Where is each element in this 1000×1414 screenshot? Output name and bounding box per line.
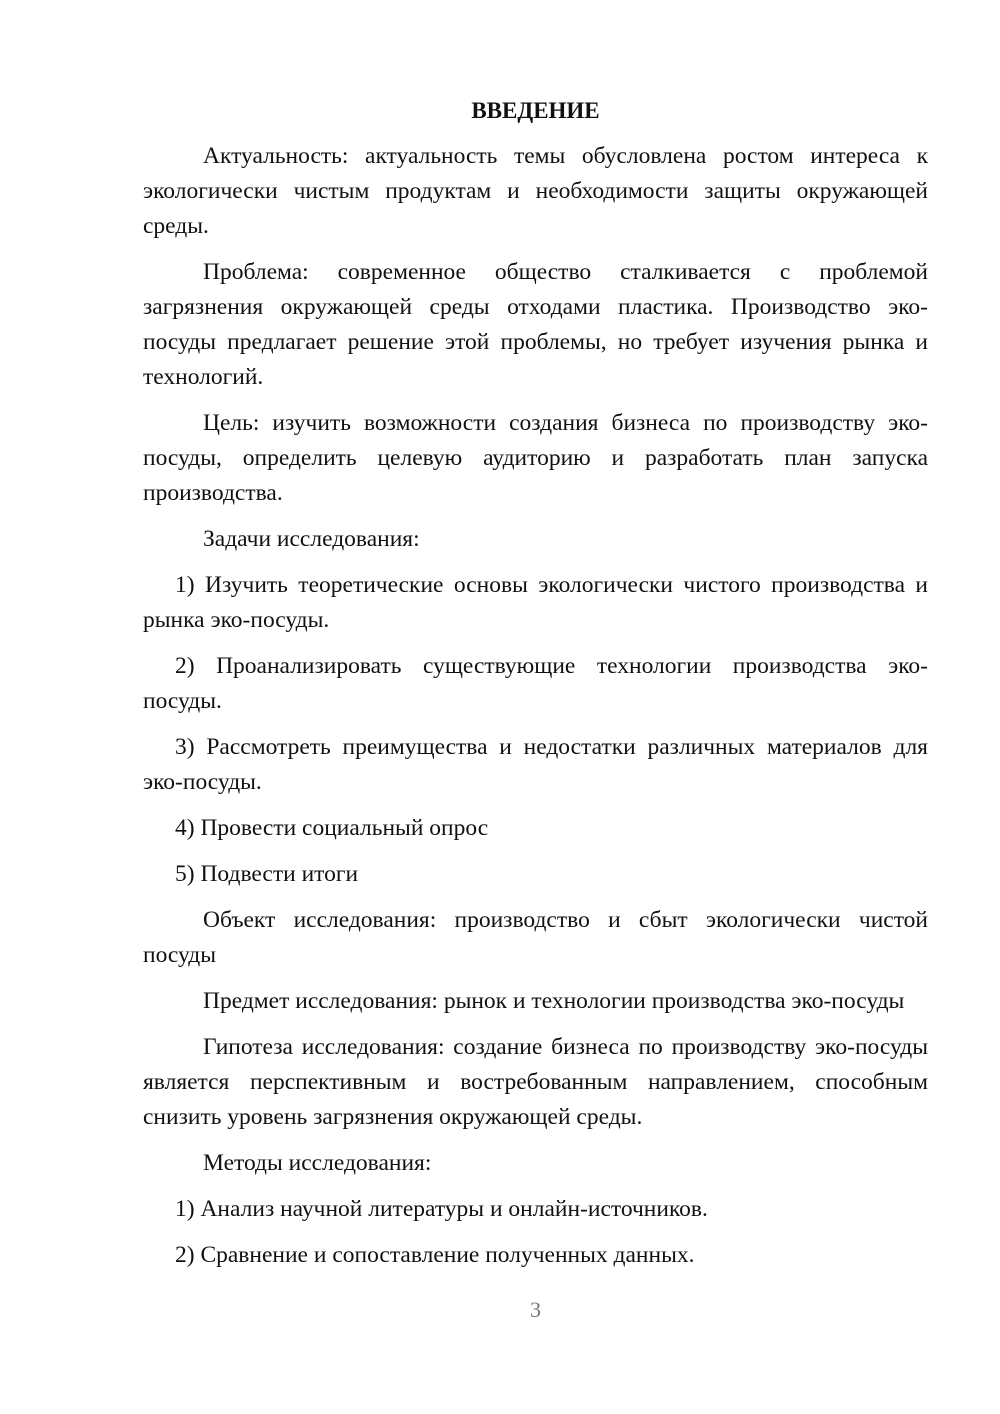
tasks-title: Задачи исследования:: [203, 526, 420, 552]
problem-paragraph: Проблема: современное общество сталкивается с проблемой загрязнения окружающей среды отходами пластика. Производство эко-посуды предлагает решение этой проблемы, но требует изучения рынка и технологий.: [143, 259, 928, 390]
task-item-3: 3) Рассмотреть преимущества и недостатки различных материалов для эко-посуды.: [143, 734, 928, 795]
document-page: [143, 95, 928, 1284]
task-item-4: 4) Провести социальный опрос: [175, 815, 489, 841]
method-item-2: 2) Сравнение и сопоставление полученных данных.: [175, 1242, 695, 1268]
subject-paragraph: Предмет исследования: рынок и технологии производства эко-посуды: [203, 988, 905, 1014]
relevance-paragraph: Актуальность: актуальность темы обусловлена ростом интереса к экологически чистым продуктам и необходимости защиты окружающей среды.: [143, 143, 928, 239]
hypothesis-paragraph: Гипотеза исследования: создание бизнеса по производству эко-посуды является перспективным и востребованным направлением, способным снизить уровень загрязнения окружающей среды.: [143, 1034, 928, 1130]
goal-paragraph: Цель: изучить возможности создания бизнеса по производству эко-посуды, определить целевую аудиторию и разработать план запуска производства.: [143, 410, 928, 506]
section-heading: ВВЕДЕНИЕ: [471, 98, 600, 123]
object-paragraph: Объект исследования: производство и сбыт экологически чистой посуды: [143, 907, 928, 968]
task-item-1: 1) Изучить теоретические основы экологически чистого производства и рынка эко-посуды.: [143, 572, 928, 633]
page-number: 3: [530, 1297, 541, 1322]
task-item-2: 2) Проанализировать существующие технологии производства эко-посуды.: [143, 653, 928, 714]
task-item-5: 5) Подвести итоги: [175, 861, 359, 887]
methods-title: Методы исследования:: [203, 1150, 432, 1176]
method-item-1: 1) Анализ научной литературы и онлайн-источников.: [175, 1196, 708, 1222]
